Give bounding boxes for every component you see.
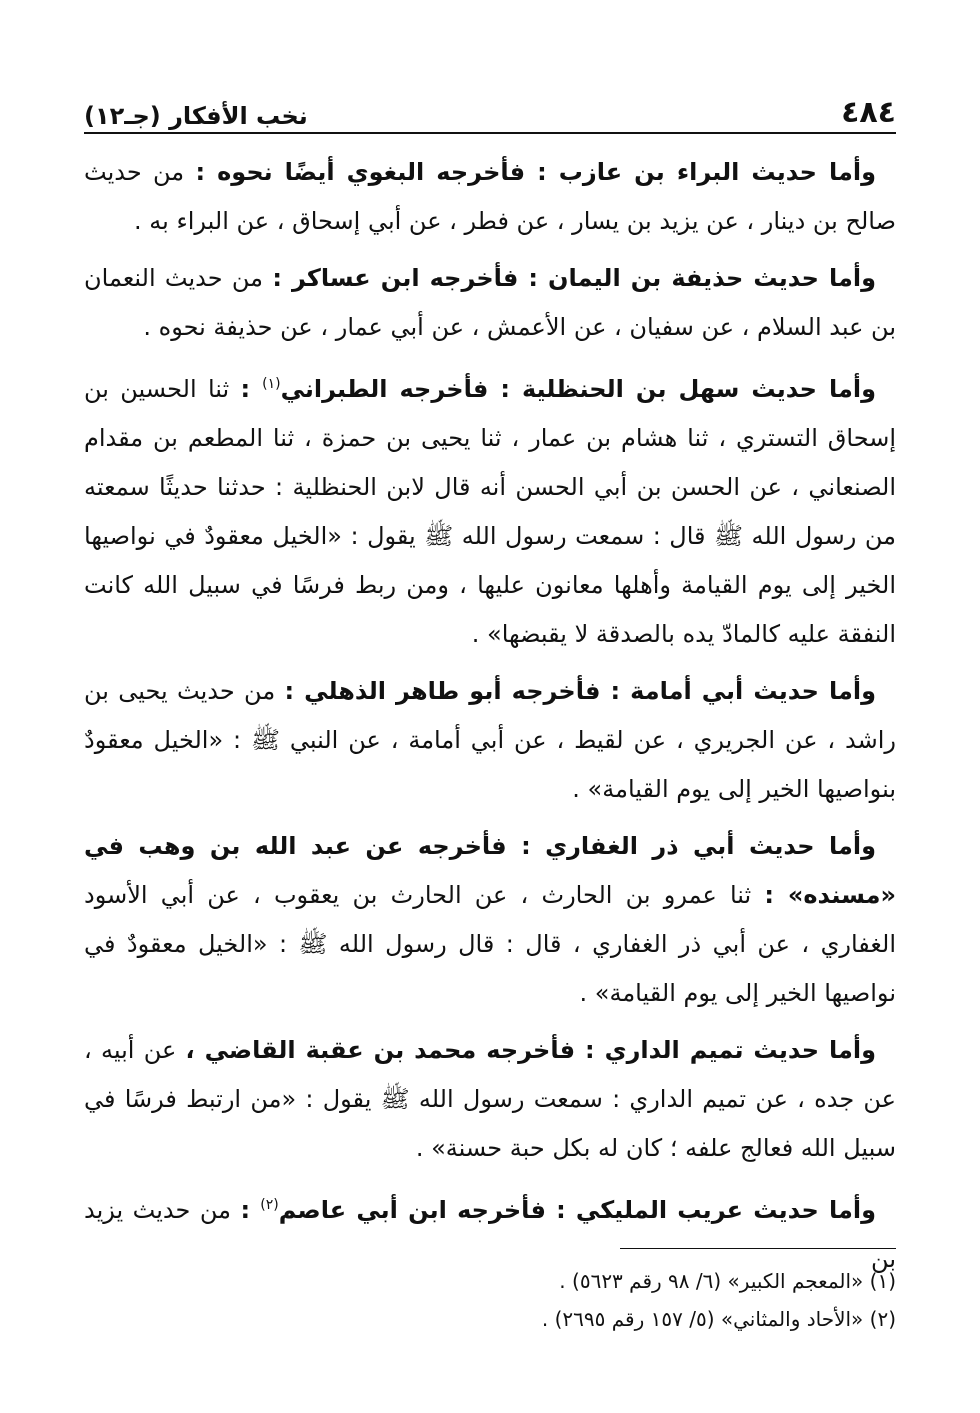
paragraph-text: من حديث صالح بن دينار ، عن يزيد بن يسار ، عن فطر ، عن أبي إسحاق ، عن البراء به . [84,158,896,235]
paragraph-text: ثنا عمرو بن الحارث ، عن الحارث بن يعقوب ، عن أبي الأسود الغفاري ، عن أبي ذر الغفاري ، قال : قال رسول الله ﷺ : «الخيل معقودٌ في نواصيها الخير إلى يوم القيامة» . [84,881,896,1007]
paragraph-text: ثنا الحسين بن إسحاق التستري ، ثنا هشام بن عمار ، ثنا يحيى بن حمزة ، ثنا المطعم بن مقدام الصنعاني ، عن الحسن بن أبي الحسن أنه قال لابن الحنظلية : حدثنا حديثًا سمعته من رسول الله ﷺ قال : سمعت رسول الله ﷺ يقول : «الخيل معقودٌ في نواصيها الخير إلى يوم القيامة وأهلها معانون عليها ، ومن ربط فرسًا في سبيل الله كانت النفقة عليه كالمادّ يده بالصدقة لا يقبضها» . [84,375,896,648]
paragraph-lead: وأما حديث أبي أمامة : فأخرجه أبو طاهر الذهلي : [284,677,876,705]
running-title: نخب الأفكار (جـ١٢) [84,102,308,130]
paragraph-lead: وأما حديث سهل بن الحنظلية : فأخرجه الطبراني [280,375,877,403]
footnote: (٢) «الأحاد والمثاني» (٥/ ١٥٧ رقم ٢٦٩٥) . [541,1307,896,1331]
footnotes [84,1262,896,1338]
paragraph-text: من حديث يحيى بن راشد ، عن الجريري ، عن لقيط ، عن أبي أمامة ، عن النبي ﷺ : «الخيل معقودٌ بنواصيها الخير إلى يوم القيامة» . [84,677,896,803]
paragraph-text: عن أبيه ، عن جده ، عن تميم الداري : سمعت رسول الله ﷺ يقول : «من ارتبط فرسًا في سبيل الله فعالج علفه ؛ كان له بكل حبة حسنة» . [84,1036,896,1162]
paragraph-lead: وأما حديث البراء بن عازب : فأخرجه البغوي أيضًا نحوه : [195,158,876,186]
paragraph-lead-end: : [240,375,263,403]
page-number: ٤٨٤ [841,95,896,130]
page-body [84,148,896,1292]
paragraph-lead: وأما حديث تميم الداري : فأخرجه محمد بن عقبة القاضي ، [185,1036,876,1064]
paragraph-text: من حديث النعمان بن عبد السلام ، عن سفيان ، عن الأعمش ، عن أبي عمار ، عن حذيفة نحوه . [84,264,896,341]
paragraph-lead: وأما حديث أبي ذر الغفاري : فأخرجه عن عبد الله بن وهب في «مسنده» : [84,832,896,909]
paragraph-text: من حديث يزيد بن [84,1196,896,1273]
paragraph-lead: وأما حديث حذيفة بن اليمان : فأخرجه ابن عساكر : [272,264,876,292]
footnote-rule [620,1248,896,1249]
header-rule [84,132,896,134]
page-header [84,86,896,130]
paragraph-lead: وأما حديث عريب المليكي : فأخرجه ابن أبي عاصم [278,1196,877,1224]
paragraph [84,822,896,1018]
footnote-ref[interactable]: (٢) [260,1197,279,1213]
paragraph [84,148,896,246]
paragraph [84,360,896,659]
paragraph [84,1026,896,1173]
paragraph [84,254,896,352]
footnote-ref[interactable]: (١) [262,376,281,392]
footnote: (١) «المعجم الكبير» (٦/ ٩٨ رقم ٥٦٢٣) . [559,1269,896,1293]
paragraph-lead-end: : [240,1196,261,1224]
paragraph [84,667,896,814]
